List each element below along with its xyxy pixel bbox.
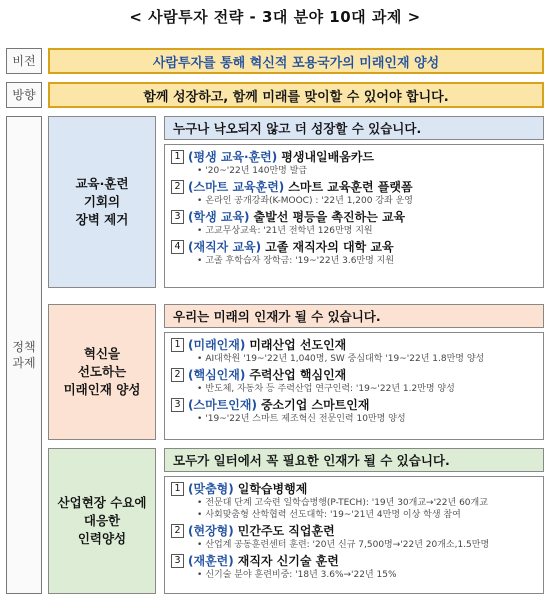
list-item — [171, 397, 537, 425]
item-title: 중소기업 스마트인재 — [260, 398, 370, 412]
item-number: 2 — [171, 524, 184, 538]
item-tag: (현장형) — [188, 524, 234, 538]
item-tag: (스마트인재) — [188, 398, 257, 412]
vision-banner: 사람투자를 통해 혁신적 포용국가의 미래인재 양성 — [48, 48, 544, 74]
item-detail: • 전문대 단계 고숙련 일학습병행(P-TECH): '19년 30개교→'22년 60개교 — [171, 497, 537, 509]
item-number: 3 — [171, 554, 184, 568]
item-detail: • '20~'22년 140만명 발급 — [171, 165, 537, 177]
policy-label: 정책 과제 — [6, 116, 42, 594]
list-item — [171, 553, 537, 581]
item-number: 3 — [171, 210, 184, 224]
item-tag: (스마트 교육훈련) — [188, 180, 285, 194]
policy-group-3 — [48, 448, 544, 594]
list-item — [171, 337, 537, 365]
group-headline: 모두가 일터에서 꼭 필요한 인재가 될 수 있습니다. — [164, 448, 544, 472]
page-title: < 사람투자 전략 - 3대 분야 10대 과제 > — [129, 8, 421, 26]
direction-label: 방향 — [6, 82, 42, 108]
item-title: 출발선 평등을 촉진하는 교육 — [253, 210, 406, 224]
item-title: 미래산업 선도인재 — [249, 338, 347, 352]
policy-group-1 — [48, 116, 544, 288]
item-number: 1 — [171, 150, 184, 164]
item-tag: (학생 교육) — [188, 210, 250, 224]
item-detail: • 신기술 분야 훈련비중: '18년 3.6%→'22년 15% — [171, 569, 537, 581]
item-detail: • 고교무상교육: '21년 전학년 126만명 지원 — [171, 225, 537, 237]
list-item — [171, 239, 537, 267]
item-tag: (평생 교육·훈련) — [188, 150, 278, 164]
list-item — [171, 481, 537, 521]
policy-group-2 — [48, 304, 544, 440]
item-detail: • 사회맞춤형 산학협력 선도대학: '19~'21년 4만명 이상 학생 참여 — [171, 509, 537, 521]
item-title: 재직자 신기술 훈련 — [237, 554, 339, 568]
category-box: 혁신을 선도하는 미래인재 양성 — [48, 304, 156, 440]
item-tag: (맞춤형) — [188, 482, 234, 496]
vision-label: 비전 — [6, 48, 42, 74]
item-title: 평생내일배움카드 — [281, 150, 375, 164]
item-detail: • AI대학원 '19~'22년 1,040명, SW 중심대학 '19~'22년 1.8만명 양성 — [171, 353, 537, 365]
item-detail: • 고졸 후학습자 장학금: '19~'22년 3.6만명 지원 — [171, 255, 537, 267]
item-number: 1 — [171, 338, 184, 352]
list-item — [171, 179, 537, 207]
list-item — [171, 149, 537, 177]
category-box: 산업현장 수요에 대응한 인력양성 — [48, 448, 156, 594]
item-detail: • 산업계 공동훈련센터 훈련: '20년 신규 7,500명→'22년 20개소,1.5만명 — [171, 539, 537, 551]
item-list — [164, 144, 544, 288]
item-title: 고졸 재직자의 대학 교육 — [265, 240, 394, 254]
item-number: 1 — [171, 482, 184, 496]
item-title: 일학습병행제 — [237, 482, 308, 496]
item-tag: (재훈련) — [188, 554, 234, 568]
item-detail: • 온라인 공개강좌(K-MOOC) : '22년 1,200 강좌 운영 — [171, 195, 537, 207]
item-title: 스마트 교육훈련 플랫폼 — [288, 180, 413, 194]
item-detail: • '19~'22년 스마트 제조혁신 전문인력 10만명 양성 — [171, 413, 537, 425]
item-title: 민간주도 직업훈련 — [237, 524, 335, 538]
item-list — [164, 332, 544, 440]
group-headline: 누구나 낙오되지 않고 더 성장할 수 있습니다. — [164, 116, 544, 140]
item-number: 3 — [171, 398, 184, 412]
list-item — [171, 523, 537, 551]
item-list — [164, 476, 544, 594]
item-number: 4 — [171, 240, 184, 254]
list-item — [171, 209, 537, 237]
direction-banner: 함께 성장하고, 함께 미래를 맞이할 수 있어야 합니다. — [48, 82, 544, 108]
item-detail: • 반도체, 자동차 등 주력산업 연구인력: '19~'22년 1.2만명 양성 — [171, 383, 537, 395]
item-tag: (미래인재) — [188, 338, 246, 352]
item-tag: (재직자 교육) — [188, 240, 262, 254]
item-number: 2 — [171, 180, 184, 194]
item-number: 2 — [171, 368, 184, 382]
list-item — [171, 367, 537, 395]
item-title: 주력산업 핵심인재 — [249, 368, 347, 382]
item-tag: (핵심인재) — [188, 368, 246, 382]
group-headline: 우리는 미래의 인재가 될 수 있습니다. — [164, 304, 544, 328]
category-box: 교육·훈련 기회의 장벽 제거 — [48, 116, 156, 288]
